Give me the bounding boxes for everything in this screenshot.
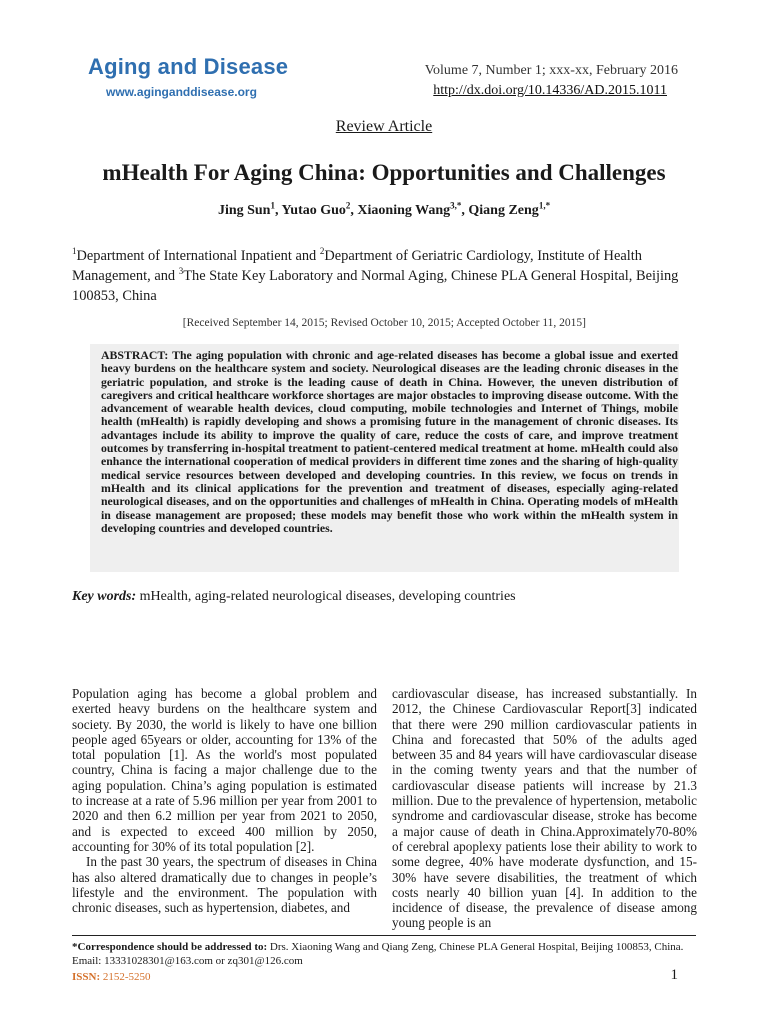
author-affiliation-sup: 1	[270, 200, 275, 211]
author-separator: ,	[274, 203, 282, 218]
footer-divider	[72, 935, 696, 936]
issn-value: 2152-5250	[100, 971, 151, 983]
article-title: mHealth For Aging China: Opportunities and Challenges	[102, 160, 666, 185]
body-paragraph: In the past 30 years, the spectrum of diseases in China has also altered dramatically due to changes in people’s lifestyle and the environment. The population with chronic diseases, such as hypertension, diabetes, and	[72, 854, 377, 916]
submission-dates: [Received September 14, 2015; Revised October 10, 2015; Accepted October 11, 2015]	[182, 317, 586, 329]
affiliation-part-3: The State Key Laboratory and Normal Aging, Chinese PLA General Hospital, Beijing 100853, China	[72, 268, 679, 304]
body-paragraph: cardiovascular disease, has increased substantially. In 2012, the Chinese Cardiovascular Report[3] indicated that there were 290 million cardiovascular patients in China and forecasted that 50% of the adults aged between 35 and 84 years will have cardiovascular disease in the coming twenty years and that the number of cardiovascular disease patients will increase by 21.3 million. Due to the prevalence of hypertension, metabolic syndrome and cardiovascular disease, stroke has become a major cause of death in China.Approximately70-80% of cerebral apoplexy patients lose their ability to work to some degree, 40% have moderate dysfunction, and 15-30% have severe disabilities, the treatment of which costs nearly 40 billion yuan [4]. In addition to the incidence of disease, the prevalence of disease among young people is an	[392, 686, 697, 931]
author-affiliation-sup: 3,*	[450, 200, 462, 211]
affiliation	[72, 246, 682, 306]
article-type: Review Article	[335, 118, 433, 135]
affiliation-sup-3: 3	[178, 266, 184, 277]
affiliation-part-1: Department of International Inpatient and	[76, 248, 320, 264]
affiliation-sup-2: 2	[319, 246, 325, 257]
correspondence-note	[72, 941, 692, 968]
volume-info: Volume 7, Number 1; xxx-xx, February 2016	[424, 63, 678, 78]
abstract-box	[90, 344, 679, 572]
issn	[72, 971, 151, 983]
body-column-right	[392, 686, 697, 931]
affiliation-sup-1: 1	[72, 246, 77, 257]
correspondence-label: *Correspondence should be addressed to:	[72, 941, 268, 953]
author-name: Qiang Zeng	[468, 203, 539, 218]
author-affiliation-sup: 2	[345, 200, 351, 211]
correspondence-text: Drs. Xiaoning Wang and Qiang Zeng, Chinese PLA General Hospital, Beijing 100853, China. Email: 13331028301@163.com or zq301@126.com	[72, 941, 684, 967]
author-list	[0, 200, 768, 219]
author-separator: ,	[461, 203, 469, 218]
journal-name: Aging and Disease	[88, 54, 289, 79]
keywords-label: Key words:	[72, 589, 137, 604]
keywords	[72, 589, 516, 605]
author-separator: ,	[350, 203, 358, 218]
keywords-text: mHealth, aging-related neurological diseases, developing countries	[139, 589, 516, 604]
issn-label: ISSN:	[72, 971, 101, 983]
page-number: 1	[670, 967, 678, 983]
author-name: Jing Sun	[217, 203, 271, 218]
affiliation-part-2: Department of Geriatric Cardiology, Institute of Health Management, and	[72, 248, 642, 284]
author-name: Yutao Guo	[281, 203, 346, 218]
body-paragraph: Population aging has become a global problem and exerted heavy burdens on the healthcare system and society. By 2030, the world is likely to have one billion people aged 65years or older, accounting for 13% of the total population [1]. As the world's most populated country, China is facing a major challenge due to the aging population. China’s aging population is estimated to increase at a rate of 5.96 million per year from 2001 to 2020 and then 6.2 million per year from 2021 to 2050, and is expected to exceed 400 million by 2050, accounting for 30% of its total population [2].	[72, 686, 377, 854]
author-name: Xiaoning Wang	[357, 203, 451, 218]
doi-link[interactable]: http://dx.doi.org/10.14336/AD.2015.1011	[433, 83, 667, 98]
author-affiliation-sup: 1,*	[538, 200, 551, 211]
abstract-text: ABSTRACT: The aging population with chronic and age-related diseases has become a global issue and exerted heavy burdens on the healthcare system and society. Neurological diseases are the leading chronic diseases in the geriatric population, and stroke is the leading cause of death in China. However, the uneven distribution of caregivers and critical healthcare workforce shortages are major obstacles to improving disease outcome. With the advancement of wearable health devices, cloud computing, mobile technologies and Internet of Things, mobile health (mHealth) is rapidly developing and shows a promising future in the management of chronic diseases. Its advantages include its ability to improve the quality of care, reduce the costs of care, and improve treatment outcomes by transferring in-hospital treatment to patient-centered medical treatment at home. mHealth could also enhance the international cooperation of medical providers in different time zones and the sharing of high-quality medical service resources between developed and developing countries. In this review, we focus on trends in mHealth and its clinical applications for the prevention and treatment of diseases, especially aging-related neurological diseases, and on the opportunities and challenges of mHealth in China. Operating models of mHealth in disease management are proposed; these models may benefit those who work within the mHealth system in developing countries and developed countries.	[101, 348, 678, 535]
body-column-left	[72, 686, 377, 915]
journal-url-link[interactable]: www.aginganddisease.org	[106, 85, 257, 99]
